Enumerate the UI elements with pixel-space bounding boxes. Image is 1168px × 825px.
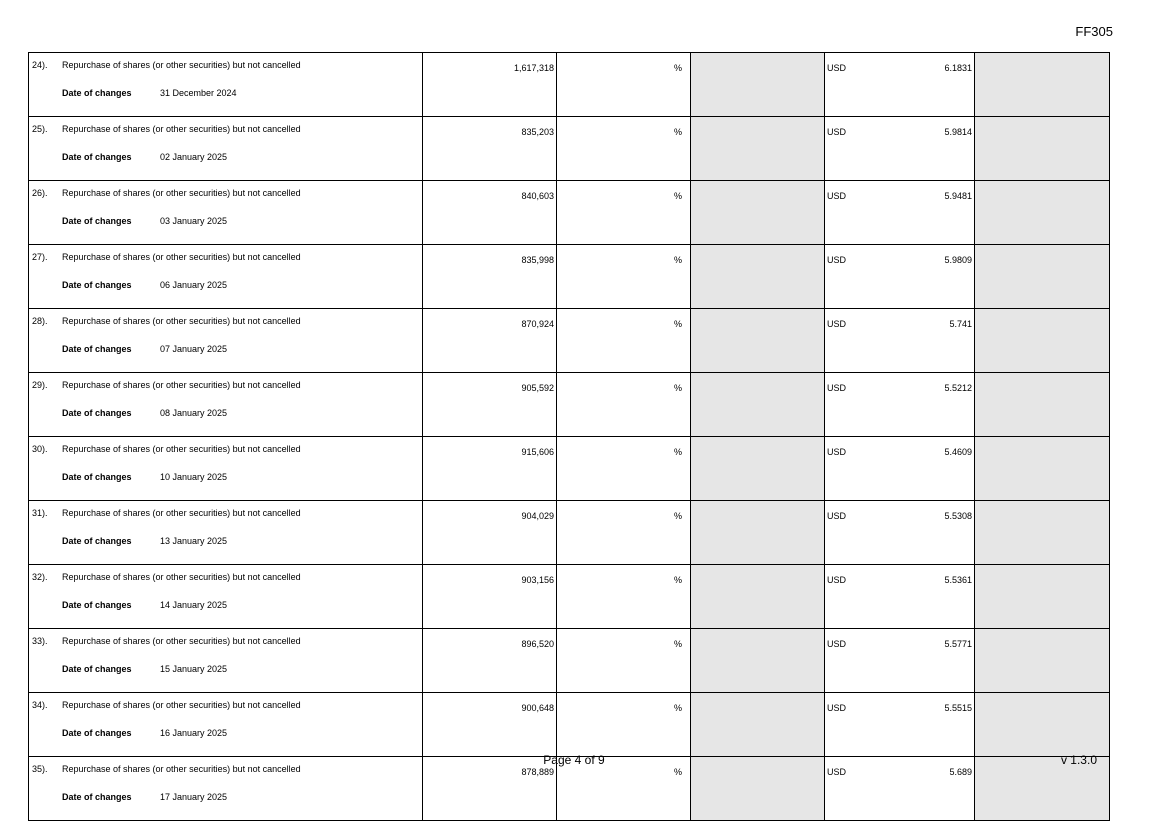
shaded-cell <box>975 437 1110 501</box>
percent-cell: % <box>557 565 691 629</box>
row-number: 24). <box>32 60 48 70</box>
percent-cell: % <box>557 245 691 309</box>
price-value: 5.5361 <box>944 575 972 585</box>
date-of-changes-label: Date of changes <box>62 408 132 418</box>
shaded-cell <box>691 245 825 309</box>
date-of-changes-value: 16 January 2025 <box>160 728 228 738</box>
row-number: 35). <box>32 764 48 774</box>
shaded-cell <box>975 501 1110 565</box>
price-value: 6.1831 <box>944 63 972 73</box>
shaded-cell <box>975 53 1110 117</box>
percent-cell: % <box>557 629 691 693</box>
table-row <box>29 53 1110 117</box>
change-description: Repurchase of shares (or other securities) but not cancelled <box>62 764 301 774</box>
row-number: 27). <box>32 252 48 262</box>
price-value: 5.9809 <box>944 255 972 265</box>
date-of-changes-label: Date of changes <box>62 792 132 802</box>
shares-cell: 835,203 <box>423 117 557 181</box>
shaded-cell <box>975 629 1110 693</box>
table-row <box>29 373 1110 437</box>
price-value: 5.9814 <box>944 127 972 137</box>
date-of-changes-label: Date of changes <box>62 600 132 610</box>
date-of-changes-value: 13 January 2025 <box>160 536 228 546</box>
date-of-changes-value: 31 December 2024 <box>160 88 237 98</box>
change-description: Repurchase of shares (or other securities) but not cancelled <box>62 252 301 262</box>
table-row <box>29 565 1110 629</box>
table-row <box>29 437 1110 501</box>
price-value: 5.5515 <box>944 703 972 713</box>
shares-cell: 835,998 <box>423 245 557 309</box>
currency-label: USD <box>827 767 847 777</box>
price-cell <box>825 373 975 437</box>
description-cell <box>29 565 423 629</box>
description-cell <box>29 245 423 309</box>
date-of-changes-label: Date of changes <box>62 152 132 162</box>
shaded-cell <box>691 373 825 437</box>
price-cell <box>825 693 975 757</box>
currency-label: USD <box>827 447 847 457</box>
currency-label: USD <box>827 319 847 329</box>
percent-cell: % <box>557 437 691 501</box>
date-of-changes-value: 07 January 2025 <box>160 344 228 354</box>
shaded-cell <box>691 117 825 181</box>
shares-cell: 905,592 <box>423 373 557 437</box>
shares-cell: 870,924 <box>423 309 557 373</box>
date-of-changes-label: Date of changes <box>62 280 132 290</box>
shaded-cell <box>975 309 1110 373</box>
price-cell <box>825 181 975 245</box>
row-number: 26). <box>32 188 48 198</box>
row-number: 33). <box>32 636 48 646</box>
date-of-changes-value: 03 January 2025 <box>160 216 228 226</box>
row-number: 34). <box>32 700 48 710</box>
row-number: 30). <box>32 444 48 454</box>
table-row <box>29 181 1110 245</box>
percent-cell: % <box>557 757 691 821</box>
shares-cell: 1,617,318 <box>423 53 557 117</box>
change-description: Repurchase of shares (or other securities) but not cancelled <box>62 380 301 390</box>
shaded-cell <box>975 245 1110 309</box>
shaded-cell <box>691 565 825 629</box>
change-description: Repurchase of shares (or other securities) but not cancelled <box>62 188 301 198</box>
change-description: Repurchase of shares (or other securities) but not cancelled <box>62 444 301 454</box>
currency-label: USD <box>827 127 847 137</box>
percent-cell: % <box>557 181 691 245</box>
shaded-cell <box>691 629 825 693</box>
row-number: 25). <box>32 124 48 134</box>
date-of-changes-label: Date of changes <box>62 88 132 98</box>
price-cell <box>825 501 975 565</box>
shares-cell: 896,520 <box>423 629 557 693</box>
description-cell <box>29 693 423 757</box>
version-label: v 1.3.0 <box>1060 753 1097 767</box>
price-value: 5.689 <box>949 767 972 777</box>
price-cell <box>825 309 975 373</box>
price-value: 5.5212 <box>944 383 972 393</box>
currency-label: USD <box>827 191 847 201</box>
shaded-cell <box>975 565 1110 629</box>
currency-label: USD <box>827 639 847 649</box>
shares-cell: 840,603 <box>423 181 557 245</box>
table-row <box>29 245 1110 309</box>
shaded-cell <box>691 53 825 117</box>
date-of-changes-value: 17 January 2025 <box>160 792 228 802</box>
currency-label: USD <box>827 511 847 521</box>
change-description: Repurchase of shares (or other securities) but not cancelled <box>62 508 301 518</box>
currency-label: USD <box>827 575 847 585</box>
shaded-cell <box>691 693 825 757</box>
shares-cell: 878,889 <box>423 757 557 821</box>
shaded-cell <box>691 501 825 565</box>
description-cell <box>29 437 423 501</box>
row-number: 29). <box>32 380 48 390</box>
price-cell <box>825 629 975 693</box>
date-of-changes-label: Date of changes <box>62 664 132 674</box>
change-description: Repurchase of shares (or other securities) but not cancelled <box>62 60 301 70</box>
shaded-cell <box>691 309 825 373</box>
price-cell <box>825 565 975 629</box>
percent-cell: % <box>557 693 691 757</box>
price-cell <box>825 53 975 117</box>
shaded-cell <box>691 437 825 501</box>
shaded-cell <box>691 181 825 245</box>
currency-label: USD <box>827 383 847 393</box>
date-of-changes-label: Date of changes <box>62 536 132 546</box>
percent-cell: % <box>557 373 691 437</box>
repurchase-table <box>28 52 1110 821</box>
change-description: Repurchase of shares (or other securities) but not cancelled <box>62 124 301 134</box>
description-cell <box>29 501 423 565</box>
percent-cell: % <box>557 53 691 117</box>
form-code: FF305 <box>1075 24 1113 39</box>
date-of-changes-label: Date of changes <box>62 344 132 354</box>
shaded-cell <box>975 693 1110 757</box>
row-number: 31). <box>32 508 48 518</box>
currency-label: USD <box>827 255 847 265</box>
date-of-changes-value: 08 January 2025 <box>160 408 228 418</box>
description-cell <box>29 373 423 437</box>
page-number: Page 4 of 9 <box>543 753 605 767</box>
percent-cell: % <box>557 309 691 373</box>
currency-label: USD <box>827 703 847 713</box>
price-value: 5.5771 <box>944 639 972 649</box>
shares-cell: 900,648 <box>423 693 557 757</box>
percent-cell: % <box>557 501 691 565</box>
date-of-changes-label: Date of changes <box>62 216 132 226</box>
change-description: Repurchase of shares (or other securities) but not cancelled <box>62 316 301 326</box>
description-cell <box>29 629 423 693</box>
price-cell <box>825 437 975 501</box>
table-row <box>29 309 1110 373</box>
date-of-changes-value: 10 January 2025 <box>160 472 228 482</box>
row-number: 28). <box>32 316 48 326</box>
description-cell <box>29 181 423 245</box>
shaded-cell <box>975 117 1110 181</box>
date-of-changes-value: 14 January 2025 <box>160 600 228 610</box>
date-of-changes-label: Date of changes <box>62 472 132 482</box>
currency-label: USD <box>827 63 847 73</box>
change-description: Repurchase of shares (or other securities) but not cancelled <box>62 700 301 710</box>
price-cell <box>825 245 975 309</box>
price-value: 5.4609 <box>944 447 972 457</box>
row-number: 32). <box>32 572 48 582</box>
change-description: Repurchase of shares (or other securities) but not cancelled <box>62 572 301 582</box>
date-of-changes-value: 06 January 2025 <box>160 280 228 290</box>
table-row <box>29 501 1110 565</box>
change-description: Repurchase of shares (or other securities) but not cancelled <box>62 636 301 646</box>
table-row <box>29 117 1110 181</box>
date-of-changes-value: 15 January 2025 <box>160 664 228 674</box>
table-row <box>29 629 1110 693</box>
price-value: 5.9481 <box>944 191 972 201</box>
shares-cell: 915,606 <box>423 437 557 501</box>
date-of-changes-value: 02 January 2025 <box>160 152 228 162</box>
description-cell <box>29 309 423 373</box>
description-cell <box>29 117 423 181</box>
shaded-cell <box>975 373 1110 437</box>
percent-cell: % <box>557 117 691 181</box>
shaded-cell <box>975 181 1110 245</box>
table-row <box>29 693 1110 757</box>
description-cell <box>29 53 423 117</box>
shares-cell: 904,029 <box>423 501 557 565</box>
date-of-changes-label: Date of changes <box>62 728 132 738</box>
shares-cell: 903,156 <box>423 565 557 629</box>
price-value: 5.5308 <box>944 511 972 521</box>
price-value: 5.741 <box>949 319 972 329</box>
price-cell <box>825 117 975 181</box>
